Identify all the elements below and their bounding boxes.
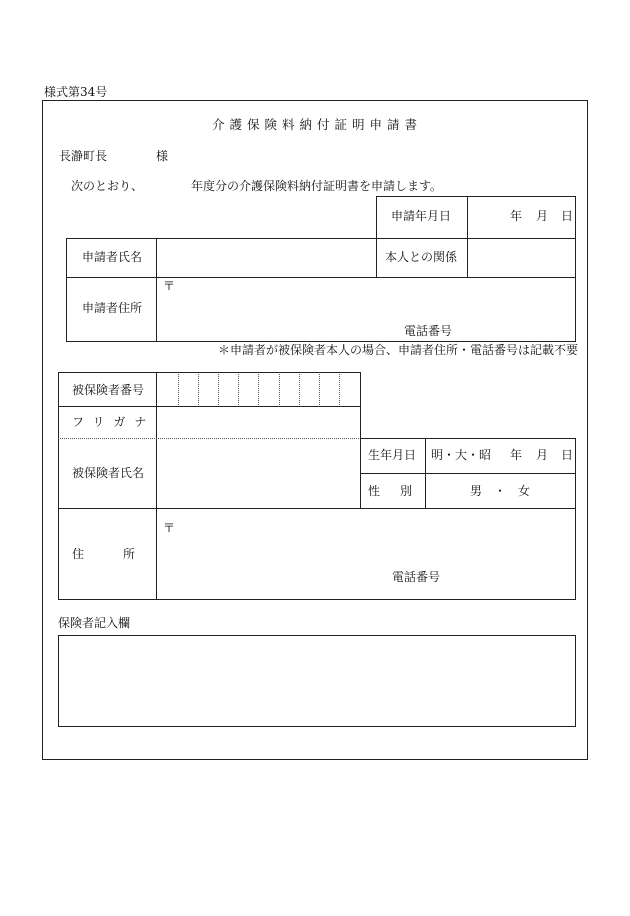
- insured-address-label: 住 所: [72, 547, 141, 561]
- insured-name-field[interactable]: [157, 439, 359, 508]
- insured-number-label: 被保険者番号: [72, 383, 145, 397]
- application-date-month: 月: [536, 209, 549, 223]
- insured-name-label: 被保険者氏名: [72, 466, 145, 480]
- outer-frame-left: [42, 100, 43, 760]
- applicant-box-left: [66, 238, 67, 342]
- birth-box-middle: [360, 473, 576, 474]
- applicant-address-field[interactable]: [157, 278, 574, 340]
- date-box-top: [376, 196, 576, 197]
- insured-address-bottom: [58, 599, 576, 600]
- applicant-relation-label: 本人との関係: [385, 250, 458, 264]
- form-number: 様式第34号: [44, 85, 108, 99]
- addressee-honorific: 様: [156, 149, 169, 163]
- applicant-row2-bottom: [66, 341, 576, 342]
- sex-options[interactable]: 男 ・ 女: [470, 484, 531, 498]
- intro-text: 年度分の介護保険料納付証明書を申請します。: [191, 179, 443, 193]
- outer-frame-right: [587, 100, 588, 760]
- birth-date-label: 生年月日: [368, 448, 417, 462]
- birth-day: 日: [561, 448, 574, 462]
- applicant-relation-divider: [376, 238, 377, 278]
- birth-year: 年: [510, 448, 523, 462]
- furigana-label: フリガナ: [72, 415, 156, 429]
- sex-label: 性 別: [368, 484, 417, 498]
- application-date-day: 日: [561, 209, 574, 223]
- furigana-field[interactable]: [157, 407, 359, 437]
- date-box-left: [376, 196, 377, 238]
- insurer-section-label: 保険者記入欄: [58, 616, 131, 630]
- applicant-address-label: 申請者住所: [82, 301, 143, 315]
- application-date-year: 年: [510, 209, 523, 223]
- insured-phone-label: 電話番号: [392, 570, 441, 584]
- outer-frame-bottom: [42, 759, 588, 760]
- applicant-note: ＊申請者が被保険者本人の場合、申請者住所・電話番号は記載不要: [218, 343, 579, 357]
- insured-box-right: [575, 438, 576, 600]
- insured-name-right: [360, 372, 361, 509]
- applicant-box-right: [575, 196, 576, 342]
- applicant-phone-label: 電話番号: [404, 324, 453, 338]
- birth-box-top: [360, 438, 576, 439]
- insurer-section-box[interactable]: [58, 635, 576, 727]
- applicant-postal-mark: 〒: [163, 279, 176, 293]
- page-title: 介護保険料納付証明申請書: [212, 117, 423, 132]
- birth-label-divider: [425, 438, 426, 509]
- insured-postal-mark: 〒: [163, 521, 176, 535]
- addressee-name: 長瀞町長: [59, 149, 108, 163]
- intro-prefix: 次のとおり、: [71, 179, 144, 193]
- applicant-relation-field[interactable]: [468, 239, 574, 276]
- insured-number-field[interactable]: [157, 373, 359, 405]
- applicant-name-label: 申請者氏名: [82, 250, 143, 264]
- outer-frame-top: [42, 100, 588, 101]
- insured-box-left: [58, 372, 59, 600]
- era-options[interactable]: 明・大・昭: [431, 448, 492, 462]
- insured-address-field[interactable]: [157, 509, 574, 598]
- application-date-label: 申請年月日: [391, 209, 452, 223]
- applicant-name-field[interactable]: [157, 239, 375, 276]
- birth-month: 月: [536, 448, 549, 462]
